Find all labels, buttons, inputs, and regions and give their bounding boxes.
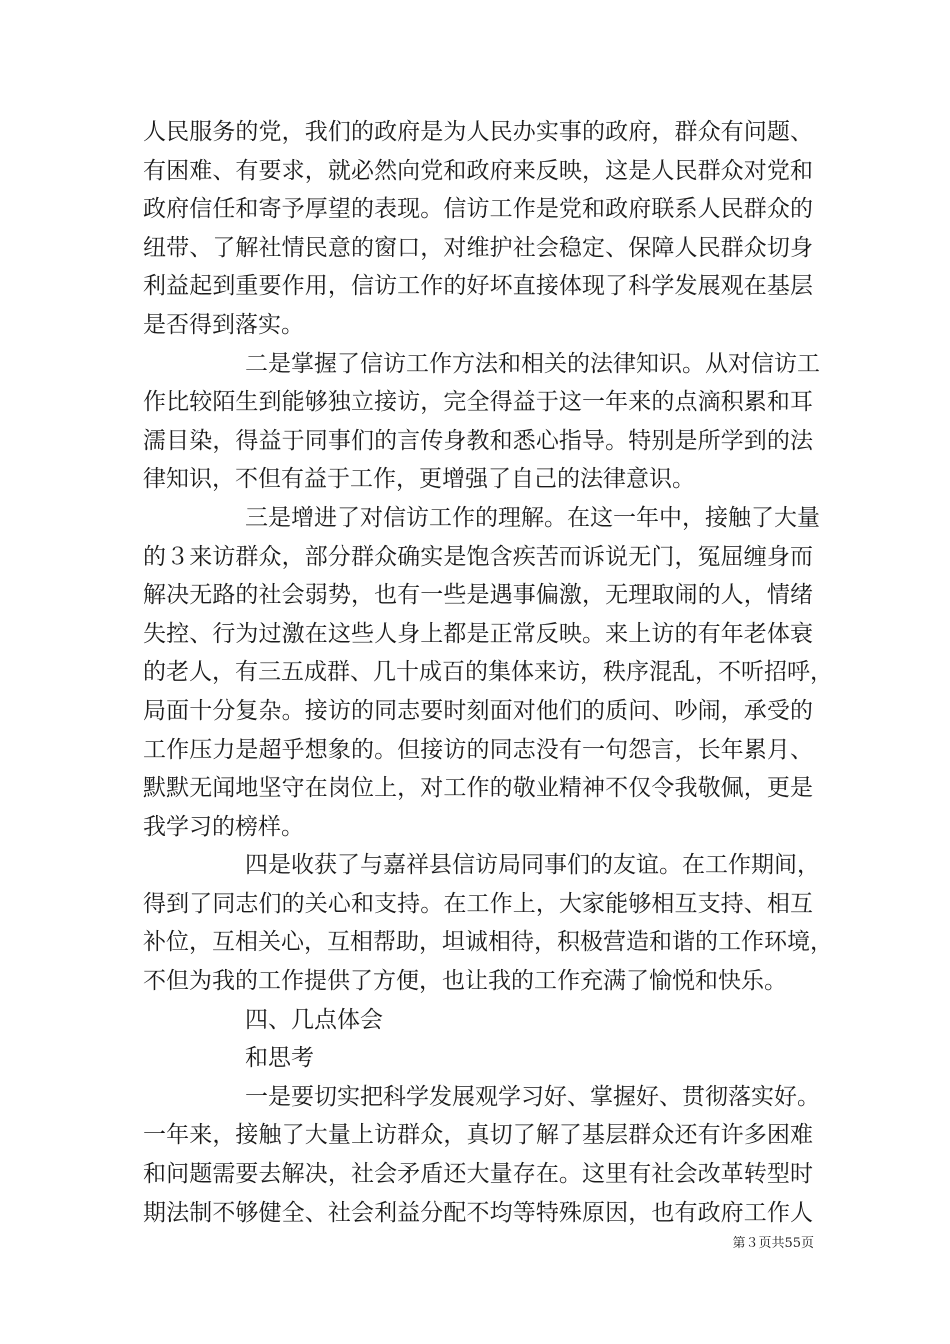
text-line: 补位，互相关心，互相帮助，坦诚相待，积极营造和谐的工作环境， [143, 929, 833, 956]
text-line: 期法制不够健全、社会利益分配不均等特殊原因，也有政府工作人 [143, 1199, 813, 1226]
text-line: 濡目染，得益于同事们的言传身教和悉心指导。特别是所学到的法 [143, 427, 813, 454]
text-line: 利益起到重要作用，信访工作的好坏直接体现了科学发展观在基层 [143, 273, 813, 300]
paragraph-start: 二是掌握了信访工作方法和相关的法律知识。从对信访工 [245, 350, 820, 377]
page-number: 第３页共55页 [732, 1236, 814, 1251]
section-heading: 和思考 [245, 1045, 314, 1072]
text-line: 和问题需要去解决，社会矛盾还大量存在。这里有社会改革转型时 [143, 1161, 813, 1188]
text-line: 作比较陌生到能够独立接访，完全得益于这一年来的点滴积累和耳 [143, 389, 813, 416]
paragraph-start: 四是收获了与嘉祥县信访局同事们的友谊。在工作期间， [245, 852, 820, 879]
text-line: 默默无闻地坚守在岗位上，对工作的敬业精神不仅令我敬佩，更是 [143, 775, 813, 802]
text-line: 纽带、了解社情民意的窗口，对维护社会稳定、保障人民群众切身 [143, 234, 813, 261]
text-line: 不但为我的工作提供了方便，也让我的工作充满了愉悦和快乐。 [143, 968, 787, 995]
text-line: 政府信任和寄予厚望的表现。信访工作是党和政府联系人民群众的 [143, 196, 813, 223]
text-line: 我学习的榜样。 [143, 813, 304, 840]
text-line: 的老人，有三五成群、几十成百的集体来访，秩序混乱，不听招呼， [143, 659, 833, 686]
text-line: 得到了同志们的关心和支持。在工作上，大家能够相互支持、相互 [143, 890, 813, 917]
text-line: 局面十分复杂。接访的同志要时刻面对他们的质问、吵闹，承受的 [143, 697, 813, 724]
paragraph-start: 三是增进了对信访工作的理解。在这一年中，接触了大量 [245, 504, 820, 531]
text-line: 的３来访群众，部分群众确实是饱含疾苦而诉说无门，冤屈缠身而 [143, 543, 813, 570]
text-line: 有困难、有要求，就必然向党和政府来反映，这是人民群众对党和 [143, 157, 813, 184]
text-line: 工作压力是超乎想象的。但接访的同志没有一句怨言，长年累月、 [143, 736, 813, 763]
text-line: 解决无路的社会弱势，也有一些是遇事偏激，无理取闹的人，情绪 [143, 582, 813, 609]
text-line: 人民服务的党，我们的政府是为人民办实事的政府，群众有问题、 [143, 119, 813, 145]
text-line: 律知识，不但有益于工作，更增强了自己的法律意识。 [143, 466, 695, 493]
paragraph-start: 一是要切实把科学发展观学习好、掌握好、贯彻落实好。 [245, 1083, 820, 1110]
section-heading: 四、几点体会 [245, 1006, 383, 1033]
body-text [143, 113, 833, 1232]
text-line: 失控、行为过激在这些人身上都是正常反映。来上访的有年老体衰 [143, 620, 813, 647]
text-line: 是否得到落实。 [143, 311, 304, 338]
text-line: 一年来，接触了大量上访群众，真切了解了基层群众还有许多困难 [143, 1122, 813, 1149]
